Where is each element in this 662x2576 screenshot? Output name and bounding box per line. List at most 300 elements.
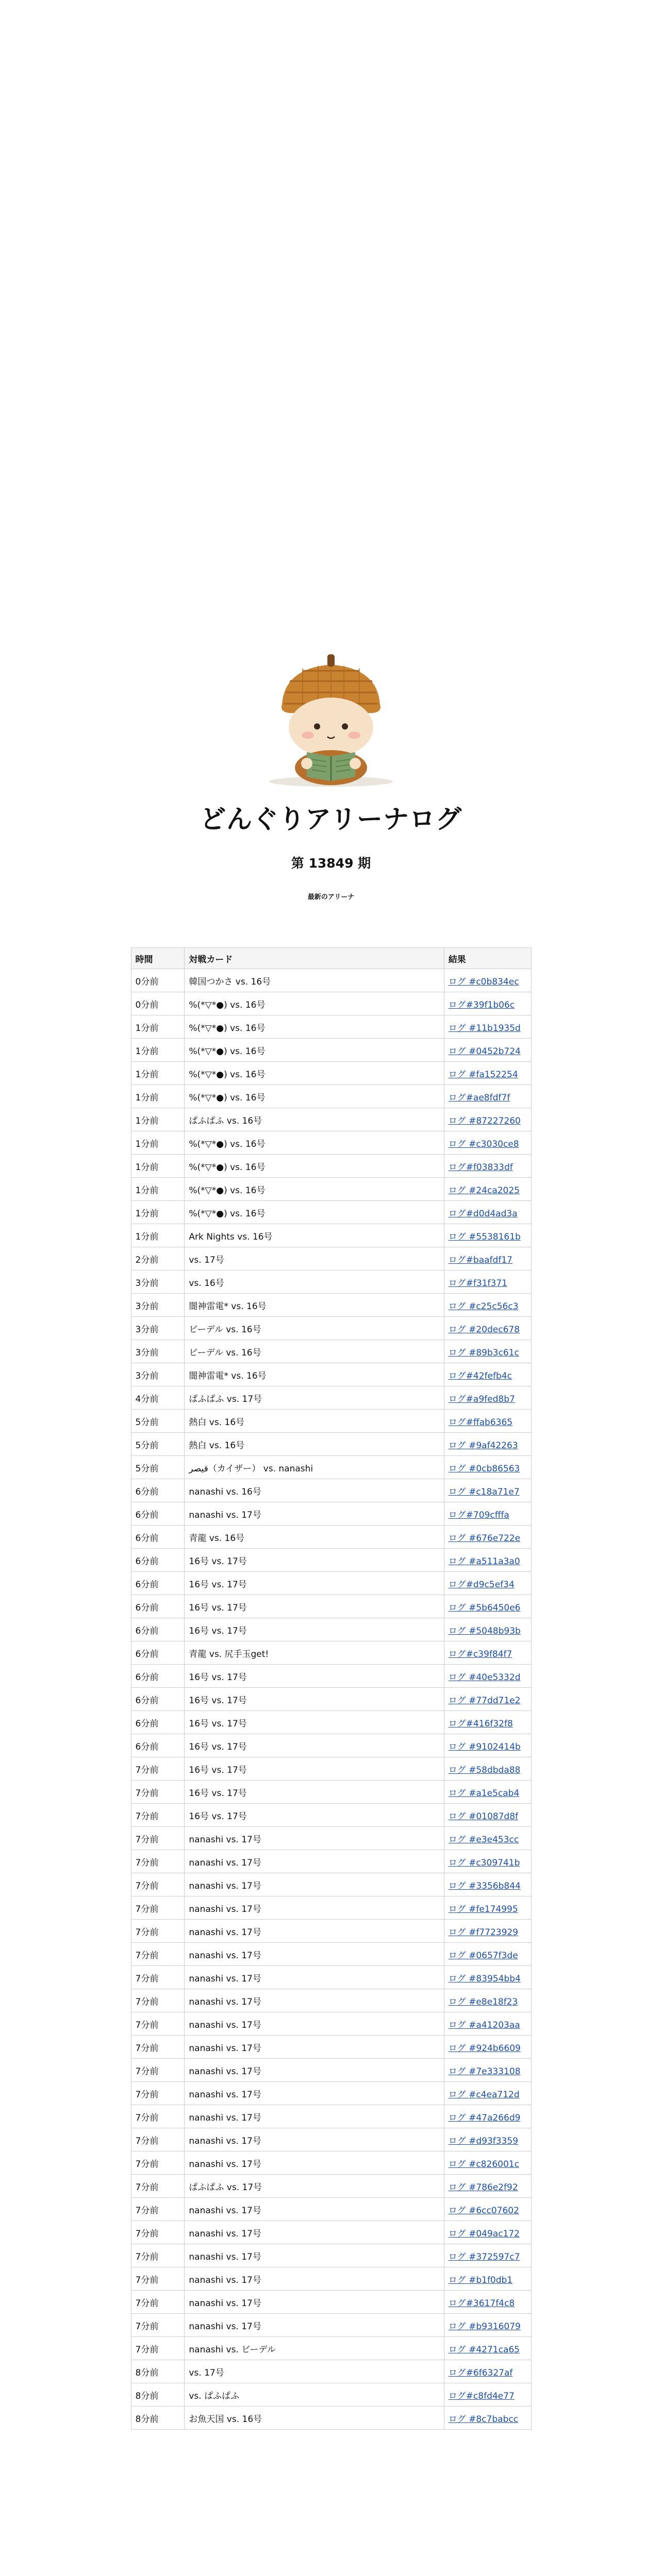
time-cell: 6分前 (131, 1549, 185, 1572)
table-row (131, 1433, 531, 1456)
log-link[interactable]: ログ#f03833df (448, 1162, 513, 1173)
match-card-cell: vs. ぱふぱふ (185, 2383, 444, 2406)
table-row (131, 1340, 531, 1363)
match-card-cell: nanashi vs. 17号 (185, 2082, 444, 2105)
time-cell: 4分前 (131, 1386, 185, 1410)
match-card-cell: 16号 vs. 17号 (185, 1665, 444, 1688)
result-cell (444, 1665, 531, 1688)
result-cell (444, 992, 531, 1015)
time-cell: 7分前 (131, 1873, 185, 1896)
match-card-cell: %(*▽*●) vs. 16号 (185, 1155, 444, 1178)
log-link[interactable]: ログ #0452b724 (448, 1046, 521, 1057)
match-card-cell: nanashi vs. 17号 (185, 2059, 444, 2082)
log-link[interactable]: ログ #9af42263 (448, 1440, 518, 1451)
match-card-cell: nanashi vs. 17号 (185, 2105, 444, 2128)
result-cell (444, 1456, 531, 1479)
table-row (131, 2221, 531, 2244)
log-link[interactable]: ログ #01087d8f (448, 1811, 519, 1822)
match-card-cell: nanashi vs. 17号 (185, 1502, 444, 1526)
result-cell (444, 2244, 531, 2267)
table-row (131, 1062, 531, 1085)
log-link[interactable]: ログ#42fefb4c (448, 1370, 512, 1381)
log-link[interactable]: ログ #5048b93b (448, 1625, 521, 1636)
result-cell (444, 2036, 531, 2059)
match-card-cell: ビーデル vs. 16号 (185, 1340, 444, 1363)
result-cell (444, 1386, 531, 1410)
match-card-cell: 熱白 vs. 16号 (185, 1410, 444, 1433)
time-cell: 1分前 (131, 1015, 185, 1039)
result-cell (444, 1108, 531, 1131)
table-row (131, 2267, 531, 2291)
table-row (131, 2360, 531, 2383)
table-row (131, 1015, 531, 1039)
result-cell (444, 2406, 531, 2430)
log-link[interactable]: ログ #a41203aa (448, 2020, 520, 2030)
match-card-cell: nanashi vs. 17号 (185, 2221, 444, 2244)
column-header-result: 結果 (444, 948, 531, 969)
result-cell (444, 1896, 531, 1920)
match-card-cell: お魚天国 vs. 16号 (185, 2406, 444, 2430)
match-card-cell: 闇神雷電* vs. 16号 (185, 1363, 444, 1386)
log-link[interactable]: ログ#a9fed8b7 (448, 1394, 515, 1404)
log-link[interactable]: ログ #c18a71e7 (448, 1486, 520, 1497)
log-link[interactable]: ログ#f31f371 (448, 1278, 507, 1289)
time-cell: 7分前 (131, 2244, 185, 2267)
log-link[interactable]: ログ#6f6327af (448, 2367, 513, 2378)
result-cell (444, 1502, 531, 1526)
match-card-cell: ぱふぱふ vs. 16号 (185, 1108, 444, 1131)
log-link[interactable]: ログ#d0d4ad3a (448, 1208, 518, 1219)
match-card-cell: nanashi vs. 17号 (185, 2291, 444, 2314)
log-link[interactable]: ログ#c39f84f7 (448, 1649, 512, 1659)
time-cell: 5分前 (131, 1433, 185, 1456)
log-link[interactable]: ログ #c826001c (448, 2159, 519, 2170)
log-link[interactable]: ログ #a511a3a0 (448, 1556, 520, 1567)
time-cell: 1分前 (131, 1085, 185, 1108)
result-cell (444, 2059, 531, 2082)
result-cell (444, 1757, 531, 1781)
time-cell: 7分前 (131, 2105, 185, 2128)
table-body (131, 969, 531, 2430)
time-cell: 3分前 (131, 1340, 185, 1363)
result-cell (444, 2337, 531, 2360)
battle-log-table (131, 947, 532, 2430)
table-row (131, 2151, 531, 2175)
table-row (131, 2198, 531, 2221)
result-cell (444, 1641, 531, 1665)
time-cell: 8分前 (131, 2360, 185, 2383)
time-cell: 6分前 (131, 1641, 185, 1665)
match-card-cell: nanashi vs. 17号 (185, 1827, 444, 1850)
match-card-cell: Ark Nights vs. 16号 (185, 1224, 444, 1247)
log-link[interactable]: ログ #58dbda88 (448, 1765, 521, 1775)
table-row (131, 1873, 531, 1896)
match-card-cell: 16号 vs. 17号 (185, 1595, 444, 1618)
result-cell (444, 1155, 531, 1178)
result-cell (444, 1178, 531, 1201)
time-cell: 8分前 (131, 2406, 185, 2430)
match-card-cell: nanashi vs. 17号 (185, 2244, 444, 2267)
time-cell: 6分前 (131, 1479, 185, 1502)
table-row (131, 1386, 531, 1410)
match-card-cell: 16号 vs. 17号 (185, 1572, 444, 1595)
table-row (131, 1085, 531, 1108)
log-link[interactable]: ログ #b9316079 (448, 2321, 521, 2332)
time-cell: 3分前 (131, 1363, 185, 1386)
log-link[interactable]: ログ#3617f4c8 (448, 2298, 515, 2309)
time-cell: 6分前 (131, 1595, 185, 1618)
table-row (131, 2175, 531, 2198)
result-cell (444, 2198, 531, 2221)
log-link[interactable]: ログ #20dec678 (448, 1324, 520, 1335)
match-card-cell: 16号 vs. 17号 (185, 1734, 444, 1757)
log-link[interactable]: ログ#709cfffa (448, 1510, 509, 1520)
table-row (131, 1641, 531, 1665)
time-cell: 7分前 (131, 2221, 185, 2244)
result-cell (444, 1966, 531, 1989)
result-cell (444, 1572, 531, 1595)
table-row (131, 1688, 531, 1711)
time-cell: 0分前 (131, 992, 185, 1015)
log-link[interactable]: ログ #372597c7 (448, 2251, 520, 2262)
time-cell: 3分前 (131, 1294, 185, 1317)
time-cell: 3分前 (131, 1270, 185, 1294)
result-cell (444, 1526, 531, 1549)
time-cell: 7分前 (131, 1920, 185, 1943)
period-heading: 第 13849 期 (291, 856, 371, 871)
match-card-cell: nanashi vs. 17号 (185, 1850, 444, 1873)
match-card-cell: قيصر（カイザー） vs. nanashi (185, 1456, 444, 1479)
column-header-card: 対戦カード (185, 948, 444, 969)
time-cell: 6分前 (131, 1502, 185, 1526)
match-card-cell: 16号 vs. 17号 (185, 1618, 444, 1641)
time-cell: 3分前 (131, 1317, 185, 1340)
result-cell (444, 1131, 531, 1155)
latest-arena-link[interactable]: 最新のアリーナ (307, 893, 355, 901)
result-cell (444, 1479, 531, 1502)
match-card-cell: %(*▽*●) vs. 16号 (185, 992, 444, 1015)
log-link[interactable]: ログ #4271ca65 (448, 2344, 520, 2355)
time-cell: 7分前 (131, 2314, 185, 2337)
match-card-cell: nanashi vs. 17号 (185, 1896, 444, 1920)
match-card-cell: 16号 vs. 17号 (185, 1781, 444, 1804)
time-cell: 7分前 (131, 2198, 185, 2221)
result-cell (444, 1363, 531, 1386)
log-link[interactable]: ログ #6cc07602 (448, 2205, 519, 2216)
match-card-cell: nanashi vs. 17号 (185, 2036, 444, 2059)
match-card-cell: vs. 16号 (185, 1270, 444, 1294)
table-row (131, 2406, 531, 2430)
match-card-cell: vs. 17号 (185, 2360, 444, 2383)
site-title: どんぐりアリーナログ (200, 804, 462, 834)
table-row (131, 1804, 531, 1827)
time-cell: 1分前 (131, 1224, 185, 1247)
time-cell: 6分前 (131, 1665, 185, 1688)
result-cell (444, 1270, 531, 1294)
log-link[interactable]: ログ #c25c56c3 (448, 1301, 519, 1312)
result-cell (444, 1804, 531, 1827)
table-row (131, 1410, 531, 1433)
log-link[interactable]: ログ #87227260 (448, 1115, 521, 1126)
time-cell: 7分前 (131, 1989, 185, 2012)
match-card-cell: nanashi vs. 17号 (185, 1920, 444, 1943)
log-link[interactable]: ログ #0657f3de (448, 1950, 518, 1961)
match-card-cell: 16号 vs. 17号 (185, 1711, 444, 1734)
match-card-cell: nanashi vs. 17号 (185, 2012, 444, 2036)
result-cell (444, 2105, 531, 2128)
table-row (131, 1896, 531, 1920)
log-link[interactable]: ログ #d93f3359 (448, 2136, 519, 2146)
result-cell (444, 2314, 531, 2337)
log-link[interactable]: ログ #676e722e (448, 1533, 521, 1544)
match-card-cell: nanashi vs. 17号 (185, 1873, 444, 1896)
match-card-cell: vs. 17号 (185, 1247, 444, 1270)
time-cell: 1分前 (131, 1039, 185, 1062)
log-link[interactable]: ログ #049ac172 (448, 2228, 520, 2239)
time-cell: 6分前 (131, 1688, 185, 1711)
log-link[interactable]: ログ#ffab6365 (448, 1417, 513, 1428)
log-link[interactable]: ログ #24ca2025 (448, 1185, 520, 1196)
result-cell (444, 1015, 531, 1039)
time-cell: 7分前 (131, 2291, 185, 2314)
table-row (131, 1108, 531, 1131)
result-cell (444, 2291, 531, 2314)
acorn-mascot-icon (246, 650, 416, 789)
log-link[interactable]: ログ #8c7babcc (448, 2414, 519, 2425)
time-cell: 6分前 (131, 1572, 185, 1595)
log-link[interactable]: ログ #924b6609 (448, 2043, 521, 2054)
latest-arena-nav (0, 891, 662, 901)
result-cell (444, 1827, 531, 1850)
log-link[interactable]: ログ #fe174995 (448, 1904, 518, 1914)
table-row (131, 1502, 531, 1526)
table-row (131, 2036, 531, 2059)
hero (0, 0, 662, 789)
table-row (131, 1131, 531, 1155)
log-link[interactable]: ログ#d9c5ef34 (448, 1579, 515, 1590)
table-row (131, 1247, 531, 1270)
result-cell (444, 1247, 531, 1270)
result-cell (444, 1595, 531, 1618)
match-card-cell: nanashi vs. 17号 (185, 2267, 444, 2291)
result-cell (444, 1688, 531, 1711)
log-link[interactable]: ログ #b1f0db1 (448, 2275, 513, 2285)
time-cell: 1分前 (131, 1131, 185, 1155)
time-cell: 6分前 (131, 1618, 185, 1641)
match-card-cell: %(*▽*●) vs. 16号 (185, 1201, 444, 1224)
time-cell: 2分前 (131, 1247, 185, 1270)
time-cell: 6分前 (131, 1526, 185, 1549)
time-cell: 7分前 (131, 1943, 185, 1966)
table-row (131, 2012, 531, 2036)
result-cell (444, 1085, 531, 1108)
table-row (131, 2337, 531, 2360)
time-cell: 1分前 (131, 1062, 185, 1085)
match-card-cell: 韓国つかさ vs. 16号 (185, 969, 444, 992)
result-cell (444, 1340, 531, 1363)
time-cell: 7分前 (131, 2059, 185, 2082)
table-row (131, 2105, 531, 2128)
table-row (131, 1734, 531, 1757)
result-cell (444, 2221, 531, 2244)
table-row (131, 1827, 531, 1850)
match-card-cell: %(*▽*●) vs. 16号 (185, 1131, 444, 1155)
time-cell: 7分前 (131, 2012, 185, 2036)
result-cell (444, 1317, 531, 1340)
match-card-cell: nanashi vs. 17号 (185, 2314, 444, 2337)
match-card-cell: nanashi vs. ビーデル (185, 2337, 444, 2360)
log-link[interactable]: ログ#c8fd4e77 (448, 2391, 515, 2401)
match-card-cell: %(*▽*●) vs. 16号 (185, 1062, 444, 1085)
time-cell: 7分前 (131, 1757, 185, 1781)
table-row (131, 1966, 531, 1989)
match-card-cell: %(*▽*●) vs. 16号 (185, 1039, 444, 1062)
log-link[interactable]: ログ#39f1b06c (448, 999, 515, 1010)
match-card-cell: ぱふぱふ vs. 17号 (185, 1386, 444, 1410)
time-cell: 7分前 (131, 2175, 185, 2198)
result-cell (444, 1850, 531, 1873)
result-cell (444, 2012, 531, 2036)
table-row (131, 1456, 531, 1479)
log-link[interactable]: ログ#baafdf17 (448, 1255, 512, 1265)
match-card-cell: 16号 vs. 17号 (185, 1688, 444, 1711)
time-cell: 6分前 (131, 1734, 185, 1757)
match-card-cell: nanashi vs. 16号 (185, 1479, 444, 1502)
table-row (131, 1155, 531, 1178)
time-cell: 7分前 (131, 2151, 185, 2175)
table-row (131, 1989, 531, 2012)
result-cell (444, 2383, 531, 2406)
time-cell: 5分前 (131, 1410, 185, 1433)
table-row (131, 1943, 531, 1966)
result-cell (444, 1989, 531, 2012)
log-link[interactable]: ログ #a1e5cab4 (448, 1788, 520, 1799)
result-cell (444, 969, 531, 992)
match-card-cell: 熱白 vs. 16号 (185, 1433, 444, 1456)
match-card-cell: nanashi vs. 17号 (185, 2198, 444, 2221)
log-link[interactable]: ログ #40e5332d (448, 1672, 521, 1683)
table-row (131, 2383, 531, 2406)
log-link[interactable]: ログ #f7723929 (448, 1927, 519, 1938)
log-link[interactable]: ログ #77dd71e2 (448, 1695, 521, 1706)
log-link[interactable]: ログ #3356b844 (448, 1880, 521, 1891)
log-link[interactable]: ログ #c4ea712d (448, 2089, 520, 2100)
table-row (131, 1549, 531, 1572)
time-cell: 7分前 (131, 1896, 185, 1920)
table-row (131, 1920, 531, 1943)
table-row (131, 1294, 531, 1317)
result-cell (444, 2082, 531, 2105)
log-link[interactable]: ログ #e3e453cc (448, 1834, 519, 1845)
match-card-cell: nanashi vs. 17号 (185, 2151, 444, 2175)
result-cell (444, 2267, 531, 2291)
result-cell (444, 1062, 531, 1085)
table-row (131, 1039, 531, 1062)
table-row (131, 1665, 531, 1688)
match-card-cell: 闇神雷電* vs. 16号 (185, 1294, 444, 1317)
result-cell (444, 1920, 531, 1943)
table-row (131, 1363, 531, 1386)
time-cell: 0分前 (131, 969, 185, 992)
column-header-time: 時間 (131, 948, 185, 969)
match-card-cell: nanashi vs. 17号 (185, 1989, 444, 2012)
table-row (131, 1757, 531, 1781)
log-link[interactable]: ログ #11b1935d (448, 1023, 521, 1033)
log-link[interactable]: ログ #5538161b (448, 1231, 521, 1242)
time-cell: 8分前 (131, 2383, 185, 2406)
match-card-cell: nanashi vs. 17号 (185, 1943, 444, 1966)
log-link[interactable]: ログ #e8e18f23 (448, 1996, 518, 2007)
result-cell (444, 1943, 531, 1966)
result-cell (444, 2151, 531, 2175)
match-card-cell: 青龍 vs. 16号 (185, 1526, 444, 1549)
time-cell: 1分前 (131, 1178, 185, 1201)
result-cell (444, 1433, 531, 1456)
match-card-cell: %(*▽*●) vs. 16号 (185, 1015, 444, 1039)
time-cell: 7分前 (131, 1850, 185, 1873)
result-cell (444, 1410, 531, 1433)
time-cell: 7分前 (131, 2128, 185, 2151)
time-cell: 7分前 (131, 1804, 185, 1827)
log-link[interactable]: ログ #83954bb4 (448, 1973, 521, 1984)
table-row (131, 1711, 531, 1734)
result-cell (444, 2360, 531, 2383)
time-cell: 7分前 (131, 1966, 185, 1989)
log-link[interactable]: ログ #786e2f92 (448, 2182, 518, 2193)
table-row (131, 1526, 531, 1549)
log-link[interactable]: ログ #5b6450e6 (448, 1602, 521, 1613)
log-link[interactable]: ログ #c3030ce8 (448, 1139, 519, 1149)
table-row (131, 992, 531, 1015)
log-link[interactable]: ログ #7e333108 (448, 2066, 521, 2077)
table-row (131, 1479, 531, 1502)
time-cell: 5分前 (131, 1456, 185, 1479)
table-row (131, 1201, 531, 1224)
table-row (131, 969, 531, 992)
log-link[interactable]: ログ #c0b834ec (448, 976, 519, 987)
time-cell: 1分前 (131, 1155, 185, 1178)
table-row (131, 1178, 531, 1201)
time-cell: 1分前 (131, 1108, 185, 1131)
match-card-cell: 青龍 vs. 尻手玉get! (185, 1641, 444, 1665)
time-cell: 7分前 (131, 1781, 185, 1804)
log-link[interactable]: ログ #0cb86563 (448, 1463, 520, 1474)
result-cell (444, 2175, 531, 2198)
time-cell: 7分前 (131, 1827, 185, 1850)
time-cell: 7分前 (131, 2036, 185, 2059)
time-cell: 7分前 (131, 2082, 185, 2105)
log-link[interactable]: ログ #c309741b (448, 1857, 520, 1868)
log-link[interactable]: ログ#416f32f8 (448, 1718, 513, 1729)
time-cell: 7分前 (131, 2337, 185, 2360)
match-card-cell: nanashi vs. 17号 (185, 2128, 444, 2151)
table-row (131, 1224, 531, 1247)
result-cell (444, 1549, 531, 1572)
match-card-cell: 16号 vs. 17号 (185, 1757, 444, 1781)
log-link[interactable]: ログ#ae8fdf7f (448, 1092, 510, 1103)
table-row (131, 2291, 531, 2314)
result-cell (444, 1201, 531, 1224)
log-link[interactable]: ログ #89b3c61c (448, 1347, 519, 1358)
log-link[interactable]: ログ #9102414b (448, 1741, 521, 1752)
log-link[interactable]: ログ #47a266d9 (448, 2112, 521, 2123)
table-row (131, 1572, 531, 1595)
table-row (131, 1850, 531, 1873)
log-link[interactable]: ログ #fa152254 (448, 1069, 518, 1080)
result-cell (444, 1781, 531, 1804)
match-card-cell: %(*▽*●) vs. 16号 (185, 1178, 444, 1201)
result-cell (444, 1873, 531, 1896)
